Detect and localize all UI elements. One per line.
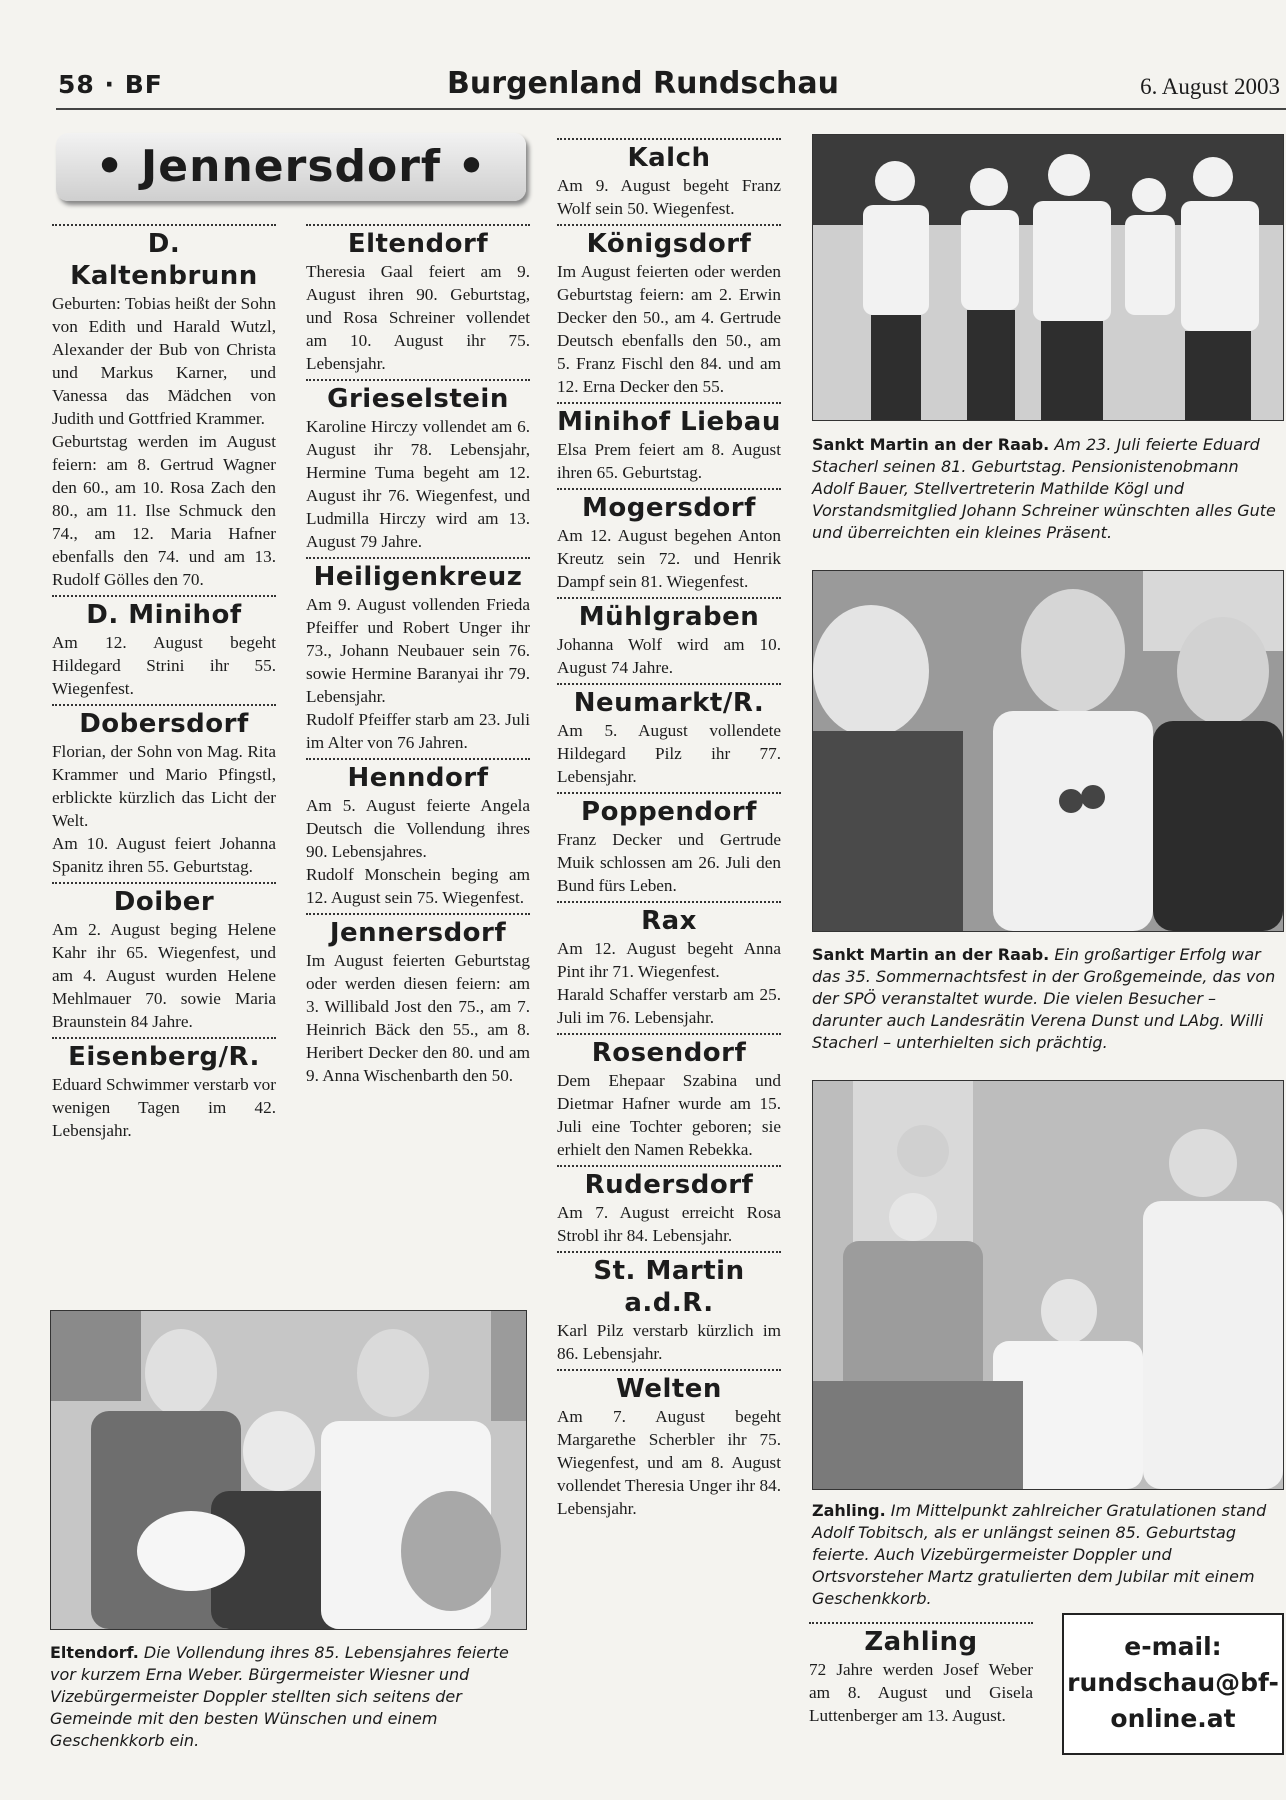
article-section [306,224,530,375]
email-address-line2: online.at [1110,1704,1236,1733]
section-title: Kalch [627,143,711,173]
article-section [52,1037,276,1142]
dotted-divider [52,1037,276,1039]
section-title: Mühlgraben [578,602,760,632]
caption-eltendorf [50,1642,530,1752]
dotted-divider [557,1033,781,1035]
dotted-divider [557,1251,781,1253]
article-section [306,379,530,553]
section-title: Rosendorf [591,1038,747,1068]
section-title: Dobersdorf [79,709,249,739]
photo-zahling [812,1080,1284,1490]
article-section [52,704,276,878]
section-title: Minihof Liebau [557,407,781,437]
page-number: 58 · BF [58,70,163,99]
column-3 [557,134,781,1520]
email-label: e-mail: [1124,1632,1222,1661]
section-title: Eltendorf [347,229,489,259]
header-rule [56,108,1286,110]
section-paragraph: Am 9. August begeht Franz Wolf sein 50. Wiegenfest. [557,176,781,218]
article-section [306,758,530,909]
article-section [557,597,781,679]
section-title: D. Kaltenbrunn [70,229,258,291]
section-paragraph: Am 2. August beging Helene Kahr ihr 65. Wiegenfest, und am 4. August wurden Helene Mehlmauer 70. sowie Maria Braunstein 84 Jahre. [52,920,276,1031]
section-paragraph: Am 12. August begehen Anton Kreutz sein 72. und Henrik Dampf sein 81. Wiegenfest. [557,526,781,591]
photo-stmartin-sommernachtsfest [812,570,1284,932]
article-section [306,913,530,1087]
caption-stmartin-2 [812,944,1282,1054]
caption-text: Im Mittelpunkt zahlreicher Gratulationen stand Adolf Tobitsch, als er unlängst seinen 85. Geburtstag feierte. Auch Vizebürgermeister Doppler und Ortsvorsteher Martz gratulierten dem Jubilar mit einem Geschenkkorb. [812,1501,1267,1608]
article-section [557,488,781,593]
section-paragraph: Am 7. August begeht Margarethe Scherbler ihr 75. Wiegenfest, und am 8. August vollendet Theresia Unger ihr 84. Lebensjahr. [557,1407,781,1518]
section-title: D. Minihof [86,600,242,630]
dotted-divider [306,758,530,760]
section-paragraph: Am 9. August vollenden Frieda Pfeiffer und Robert Unger ihr 73., Johann Neubauer sein 76. sowie Hermine Baranyai ihr 79. Lebensjahr. [306,595,530,706]
section-title: St. Martin a.d.R. [593,1256,745,1318]
dotted-divider [306,379,530,381]
section-title: Rax [641,906,697,936]
section-paragraph: Karoline Hirczy vollendet am 6. August ihr 78. Lebensjahr, Hermine Tuma begeht am 12. August ihr 76. Wiegenfest, und Ludmilla Hirczy wird am 13. August 79 Jahre. [306,417,530,551]
photo-eltendorf [50,1310,527,1630]
article-section [557,1369,781,1520]
dotted-divider [557,138,781,140]
dotted-divider [557,901,781,903]
dotted-divider [306,224,530,226]
caption-place: Sankt Martin an der Raab. [812,435,1050,454]
article-section [557,792,781,897]
section-paragraph: Florian, der Sohn von Mag. Rita Krammer und Mario Pfingstl, erblickte kürzlich das Licht der Welt. [52,742,276,830]
section-paragraph: 72 Jahre werden Josef Weber am 8. August und Gisela Luttenberger am 13. August. [809,1660,1033,1725]
section-title: Mogersdorf [582,493,756,523]
section-paragraph: Am 7. August erreicht Rosa Strobl ihr 84. Lebensjahr. [557,1203,781,1245]
region-banner: • Jennersdorf • [56,133,526,201]
article-section [809,1622,1033,1727]
section-title: Eisenberg/R. [68,1042,260,1072]
article-section [557,1251,781,1365]
column-2 [306,220,530,1087]
section-title: Poppendorf [581,797,757,827]
caption-stmartin-1 [812,434,1282,544]
section-paragraph: Eduard Schwimmer verstarb vor wenigen Tagen im 42. Lebensjahr. [52,1075,276,1140]
section-title: Neumarkt/R. [573,688,765,718]
section-paragraph: Am 12. August begeht Anna Pint ihr 71. Wiegenfest. [557,939,781,981]
dotted-divider [52,595,276,597]
section-paragraph: Rudolf Monschein beging am 12. August sein 75. Wiegenfest. [306,865,530,907]
email-address-line1: rundschau@bf- [1067,1668,1279,1697]
issue-date: 6. August 2003 [1140,74,1280,99]
caption-text: Ein großartiger Erfolg war das 35. Sommernachtsfest in der Großgemeinde, das von der SPÖ veranstaltet wurde. Die vielen Besucher – darunter auch Landesrätin Verena Dunst und LAbg. Willi Stacherl – unterhielten sich prächtig. [812,945,1276,1052]
section-paragraph: Geburten: Tobias heißt der Sohn von Edith und Harald Wutzl, Alexander der Bub von Christa und Markus Karner, und Vanessa das Mädchen von Judith und Gottfried Krammer. [52,294,276,428]
dotted-divider [557,1369,781,1371]
dotted-divider [52,224,276,226]
article-section [306,557,530,754]
section-title: Rudersdorf [584,1170,754,1200]
section-paragraph: Am 10. August feiert Johanna Spanitz ihren 55. Geburtstag. [52,834,276,876]
section-paragraph: Im August feierten Geburtstag oder werden diesen feiern: am 3. Willibald Jost den 75., am 7. Heinrich Bäck den 55., am 8. Heribert Decker den 80. und am 9. Anna Wischenbarth den 50. [306,951,530,1085]
dotted-divider [557,597,781,599]
dotted-divider [809,1622,1033,1624]
dotted-divider [557,224,781,226]
photo-stmartin-pensioners [812,134,1284,421]
section-paragraph: Elsa Prem feiert am 8. August ihren 65. Geburtstag. [557,440,781,482]
section-title: Jennersdorf [329,918,507,948]
section-title: Grieselstein [327,384,509,414]
column-4 [809,1618,1033,1727]
section-title: Henndorf [347,763,489,793]
section-paragraph: Am 12. August begeht Hildegard Strini ihr 55. Wiegenfest. [52,633,276,698]
section-paragraph: Franz Decker und Gertrude Muik schlossen am 26. Juli den Bund fürs Leben. [557,830,781,895]
dotted-divider [557,402,781,404]
email-box [1062,1613,1284,1755]
caption-place: Sankt Martin an der Raab. [812,945,1050,964]
article-section [557,901,781,1029]
caption-zahling [812,1500,1282,1610]
section-paragraph: Rudolf Pfeiffer starb am 23. Juli im Alter von 76 Jahren. [306,710,530,752]
article-section [557,224,781,398]
article-section [557,683,781,788]
article-section [52,882,276,1033]
section-paragraph: Geburtstag werden im August feiern: am 8. Gertrud Wagner den 60., am 10. Rosa Zach den 80., am 11. Ilse Schmuck den 74., am 12. Maria Hafner ebenfalls den 74. und am 13. Rudolf Gölles den 70. [52,432,276,589]
article-section [557,402,781,484]
article-section [557,138,781,220]
section-title: Königsdorf [586,229,752,259]
article-section [52,224,276,591]
dotted-divider [557,683,781,685]
caption-place: Zahling. [812,1501,886,1520]
section-paragraph: Am 5. August vollendete Hildegard Pilz ihr 77. Lebensjahr. [557,721,781,786]
section-title: Heiligenkreuz [313,562,523,592]
dotted-divider [306,913,530,915]
column-1 [52,220,276,1142]
article-section [52,595,276,700]
section-paragraph: Karl Pilz verstarb kürzlich im 86. Lebensjahr. [557,1321,781,1363]
newspaper-title: Burgenland Rundschau [447,66,839,101]
dotted-divider [306,557,530,559]
section-title: Zahling [864,1627,978,1657]
section-paragraph: Johanna Wolf wird am 10. August 74 Jahre. [557,635,781,677]
dotted-divider [557,1165,781,1167]
caption-text: Am 23. Juli feierte Eduard Stacherl seinen 81. Geburtstag. Pensionistenobmann Adolf Bauer, Stellvertreterin Mathilde Kögl und Vorstandsmitglied Johann Schreiner wünschten alles Gute und überreichten ein kleines Präsent. [812,435,1276,542]
section-title: Doiber [113,887,215,917]
section-paragraph: Im August feierten oder werden Geburtstag feiern: am 2. Erwin Decker den 50., am 4. Gertrude Deutsch ebenfalls den 50., am 5. Franz Fischl den 84. und am 12. Erna Decker den 55. [557,262,781,396]
dotted-divider [557,488,781,490]
section-paragraph: Am 5. August feierte Angela Deutsch die Vollendung ihres 90. Lebensjahres. [306,796,530,861]
section-paragraph: Theresia Gaal feiert am 9. August ihren 90. Geburtstag, und Rosa Schreiner vollendet am 10. August ihr 75. Lebensjahr. [306,262,530,373]
dotted-divider [52,882,276,884]
dotted-divider [557,792,781,794]
article-section [557,1033,781,1161]
article-section [557,1165,781,1247]
caption-text: Die Vollendung ihres 85. Lebensjahres feierte vor kurzem Erna Weber. Bürgermeister Wiesner und Vizebürgermeister Doppler stellten sich seitens der Gemeinde mit den besten Wünschen und einem Geschenkkorb ein. [50,1643,509,1750]
dotted-divider [52,704,276,706]
caption-place: Eltendorf. [50,1643,139,1662]
section-paragraph: Dem Ehepaar Szabina und Dietmar Hafner wurde am 15. Juli eine Tochter geboren; sie erhielt den Namen Rebekka. [557,1071,781,1159]
section-paragraph: Harald Schaffer verstarb am 25. Juli im 76. Lebensjahr. [557,985,781,1027]
section-title: Welten [616,1374,722,1404]
